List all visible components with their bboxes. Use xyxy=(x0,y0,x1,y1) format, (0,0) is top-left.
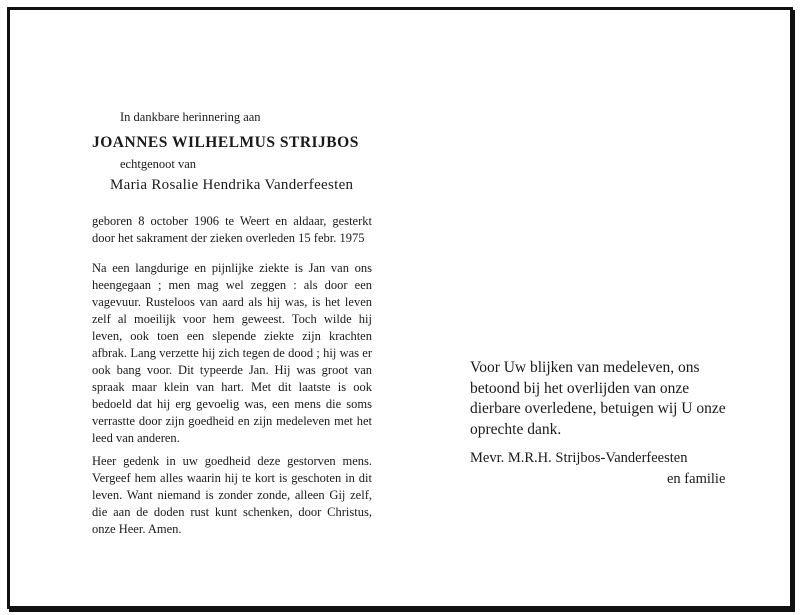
thanks-text: Voor Uw blijken van medeleven, ons betoond bij het overlijden van onze dierbare overledene, betuigen wij U onze oprechte dank. xyxy=(470,359,726,438)
memorial-card xyxy=(7,7,793,609)
deceased-name: JOANNES WILHELMUS STRIJBOS xyxy=(92,134,359,151)
memorial-paragraph: Na een langdurige en pijnlijke ziekte is Jan van ons heengegaan ; men mag wel zeggen : als door een vagevuur. Rusteloos van aard als hij was, is het leven zelf al moeilijk voor hem geweest. Toch wilde hij leven, ook toen een slepende ziekte zijn krachten afbrak. Lang verzette hij zich tegen de dood ; hij was er ook bang voor. Dit typeerde Jan. Hij was groot van spraak maar klein van hart. Met dit laatste is ook bedoeld dat hij erg gevoelig was, een mens die soms verrastte door zijn goedheid en zijn medeleven met het leed van anderen. xyxy=(92,261,372,445)
spouse-intro: echtgenoot van xyxy=(120,157,197,171)
prayer-paragraph: Heer gedenk in uw goedheid deze gestorven mens. Vergeef hem alles waarin hij te kort is geschoten in dit leven. Want niemand is zonder zonde, alleen Gij zelf, die aan de doden rust kunt schenken, door Christus, onze Heer. Amen. xyxy=(92,454,372,536)
thanks-right-column xyxy=(470,358,740,488)
signature-name: Mevr. M.R.H. Strijbos-Vanderfeesten xyxy=(470,450,688,466)
birth-death-text: geboren 8 october 1906 te Weert en aldaar, gesterkt door het sakrament der zieken overleden 15 febr. 1975 xyxy=(92,214,372,245)
intro-line: In dankbare herinnering aan xyxy=(120,110,261,124)
signature-family: en familie xyxy=(667,471,726,487)
spouse-name: Maria Rosalie Hendrika Vanderfeesten xyxy=(110,177,354,193)
